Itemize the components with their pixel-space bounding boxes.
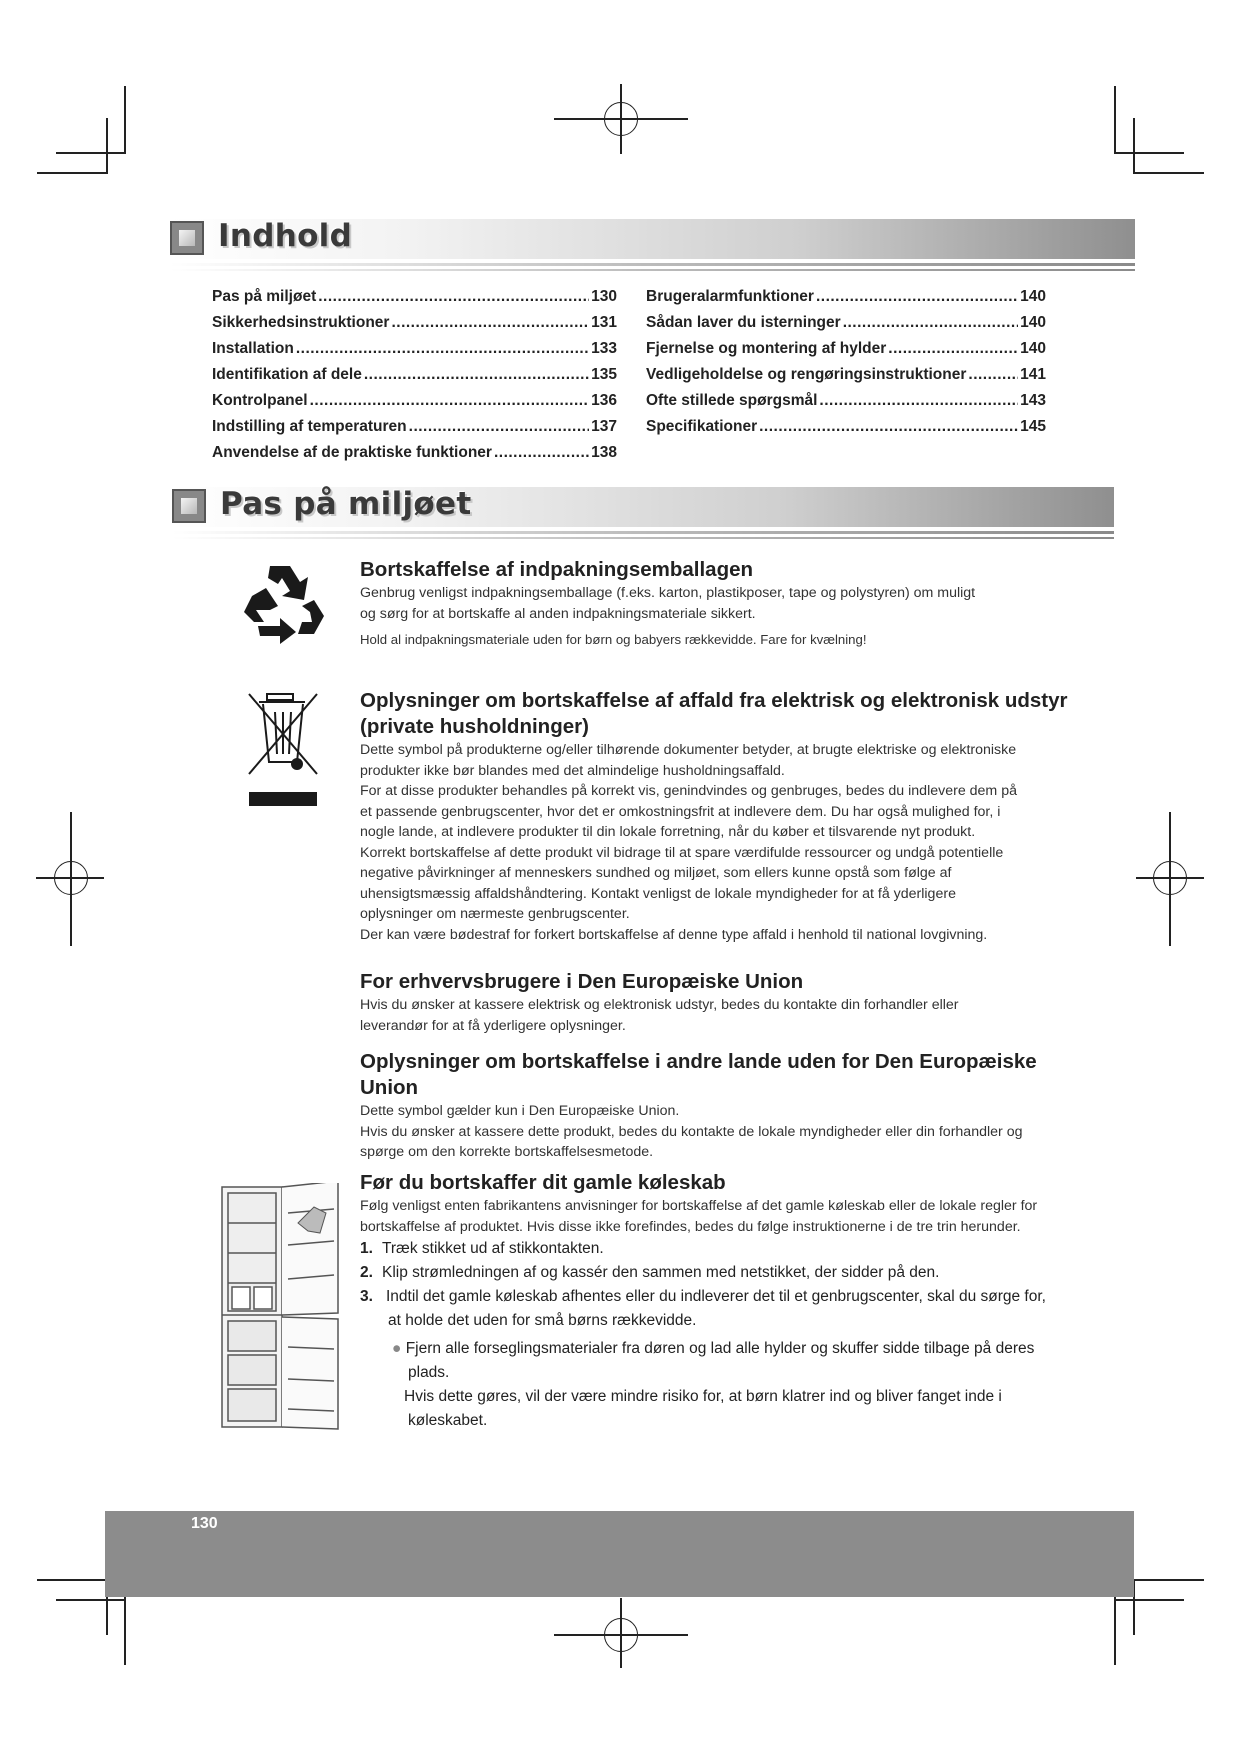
weee-text: oplysninger om nærmeste genbrugscenter. [360,906,630,922]
section-square-icon [170,221,204,255]
step-item: 3. Indtil det gamle køleskab afhentes eller du indleverer det til et genbrugscenter, skal du sørge for, [360,1288,1046,1305]
toc-entry[interactable]: Ofte stillede spørgsmål ..... 143 [646,388,1046,414]
page-number: 130 [191,1515,218,1532]
fridge-heading: Før du bortskaffer dit gamle køleskab [360,1171,726,1194]
weee-text: For at disse produkter behandles på korrekt vis, genindvindes og genbruges, bedes du indlevere dem på [360,783,1017,799]
packaging-note: Hold al indpakningsmateriale uden for børn og babyers rækkevidde. Fare for kvælning! [360,632,867,647]
bullet-item: ● Fjern alle forseglingsmaterialer fra døren og lad alle hylder og skuffer sidde tilbage på deres [392,1340,1035,1357]
outside-eu-section [360,1049,1080,1163]
page-footer [105,1511,1134,1597]
weee-text: negative påvirkninger af menneskers sundhed og miljøet, som ellers kunne opstå som følge af [360,865,952,881]
step-item-cont: at holde det uden for små børns rækkevidde. [388,1312,697,1329]
outside-eu-text: spørge om den korrekte bortskaffelsesmetode. [360,1144,654,1160]
toc-entry[interactable]: Sikkerhedsinstruktioner ..... 131 [212,310,617,336]
toc-entry[interactable]: Specifikationer ..... 145 [646,414,1046,440]
fridge-text: bortskaffelse af produktet. Hvis disse ikke forefindes, bedes du følge instruktionerne i de tre trin herunder. [360,1218,1021,1235]
weee-text: Dette symbol på produkterne og/eller tilhørende dokumenter betyder, at brugte elektriske og elektroniske [360,742,1017,758]
env-title: Pas på miljøet [220,486,472,522]
weee-text: uhensigtsmæssig affaldshåndtering. Kontakt venligst de lokale myndigheder for at få yderligere [360,885,956,902]
toc-entry[interactable]: Anvendelse af de praktiske funktioner ..... 138 [212,440,617,466]
toc-entry[interactable]: Pas på miljøet ..... 130 [212,284,617,310]
env-header [172,487,1114,527]
toc-right-column [646,284,1046,440]
weee-text: produkter ikke bør blandes med det almindelige husholdningsaffald. [360,762,785,779]
toc-title: Indhold [218,218,353,254]
toc-entry[interactable]: Installation ..... 133 [212,336,617,362]
step-item: 2. Klip strømledningen af og kassér den sammen med netstikket, der sidder på den. [360,1264,940,1281]
packaging-text: og sørg for at bortskaffe al anden indpakningsmateriale sikkert. [360,605,756,622]
packaging-text: Genbrug venligst indpakningsemballage (f.eks. karton, plastikposer, tape og polystyren) om muligt [360,585,976,601]
fridge-section [360,1170,1060,1433]
outside-eu-heading: Oplysninger om bortskaffelse i andre lande uden for Den Europæiske Union [360,1050,1037,1099]
business-text: Hvis du ønsker at kassere elektrisk og elektronisk udstyr, bedes du kontakte din forhandler eller [360,997,959,1013]
weee-heading: (private husholdninger) [360,715,589,738]
toc-left-column [212,284,617,466]
packaging-section [360,557,1080,651]
toc-header [170,219,1135,259]
weee-text: Korrekt bortskaffelse af dette produkt vil bidrage til at spare værdifulde ressourcer og undgå potentielle [360,844,1004,861]
weee-section [360,688,1080,945]
outside-eu-text: Dette symbol gælder kun i Den Europæiske Union. [360,1103,680,1119]
toc-entry[interactable]: Kontrolpanel ..... 136 [212,388,617,414]
business-section [360,969,1080,1036]
recycle-icon [240,560,326,644]
packaging-heading: Bortskaffelse af indpakningsemballagen [360,558,754,581]
weee-heading: Oplysninger om bortskaffelse af affald fra elektrisk og elektronisk udstyr [360,689,1068,712]
step-item: 1. Træk stikket ud af stikkontakten. [360,1240,604,1257]
bullet-item-cont: plads. [408,1364,450,1381]
weee-text: et passende genbrugscenter, hvor det er omkostningsfrit at indlevere dem. Du har også mulighed for, i [360,803,1001,820]
toc-entry[interactable]: Fjernelse og montering af hylder ..... 140 [646,336,1046,362]
business-text: leverandør for at få yderligere oplysninger. [360,1017,626,1034]
outside-eu-text: Hvis du ønsker at kassere dette produkt, bedes du kontakte de lokale myndigheder eller din forhandler og [360,1123,1023,1140]
fridge-illustration [218,1183,354,1435]
section-square-icon [172,489,206,523]
toc-entry[interactable]: Vedligeholdelse og rengøringsinstruktioner ..... 141 [646,362,1046,388]
weee-text: Der kan være bødestraf for forkert bortskaffelse af denne type affald i henhold til national lovgivning. [360,926,988,943]
toc-entry[interactable]: Indstilling af temperaturen ..... 137 [212,414,617,440]
business-heading: For erhvervsbrugere i Den Europæiske Union [360,970,804,993]
weee-text: nogle lande, at indlevere produkter til din lokale forretning, når du køber et tilsvarende nyt produkt. [360,824,976,840]
crossed-bin-icon [245,690,321,808]
toc-entry[interactable]: Brugeralarmfunktioner ..... 140 [646,284,1046,310]
toc-entry[interactable]: Identifikation af dele ..... 135 [212,362,617,388]
bullet-item-cont: Hvis dette gøres, vil der være mindre risiko for, at børn klatrer ind og bliver fanget inde i [404,1388,1002,1405]
fridge-text: Følg venligst enten fabrikantens anvisninger for bortskaffelse af det gamle køleskab eller de lokale regler for [360,1198,1038,1214]
bullet-icon: ● [392,1340,402,1357]
toc-entry[interactable]: Sådan laver du isterninger ..... 140 [646,310,1046,336]
bullet-item-cont: køleskabet. [408,1412,488,1429]
